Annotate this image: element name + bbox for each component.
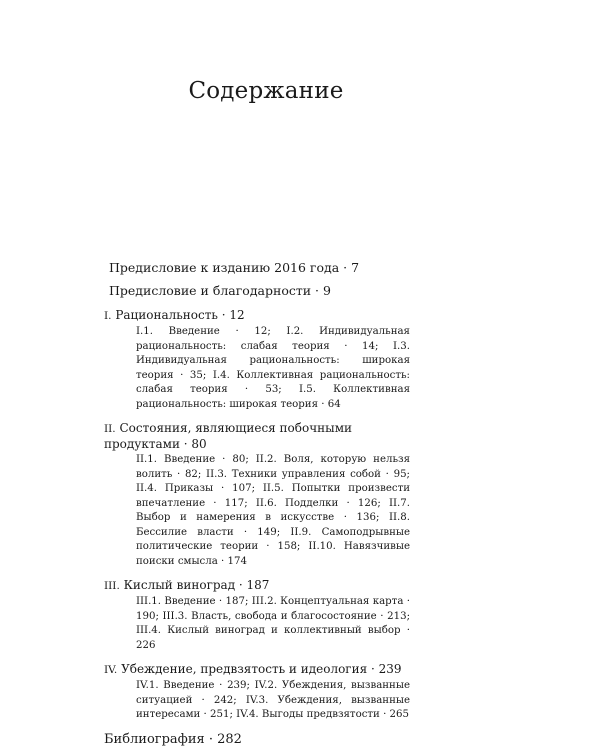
chapter-title: Состояния, являющиеся побочными продуктами · 80: [104, 421, 353, 451]
toc-chapter-1: [104, 308, 410, 412]
toc-chapter-2: [104, 421, 410, 569]
toc-entry-bibliography: Библиография · 282: [104, 731, 242, 747]
chapter-numeral: I.: [104, 310, 112, 322]
chapter-sections: III.1. Введение · 187; III.2. Концептуальная карта · 190; III.3. Власть, свобода и благосостояние · 213; III.4. Кислый виноград и коллективный выбор · 226: [136, 596, 410, 651]
chapter-numeral: IV.: [104, 664, 118, 676]
toc-entry-preface-2016: Предисловие к изданию 2016 года · 7: [109, 260, 360, 275]
toc-entry-preface-acknowledgements: Предисловие и благодарности · 9: [109, 283, 331, 298]
toc-chapter-3: [104, 578, 410, 653]
toc-chapter-4: [104, 662, 410, 723]
chapter-title: Убеждение, предвзятость и идеология · 239: [121, 662, 402, 676]
page-title: Содержание: [188, 78, 344, 104]
chapter-numeral: III.: [104, 580, 120, 592]
table-of-contents: [104, 260, 410, 748]
chapter-sections: I.1. Введение · 12; I.2. Индивидуальная рациональность: слабая теория · 14; I.3. Индивидуальная рациональность: широкая теория · 35; I.4. Коллективная рациональность: слабая теория · 53; I.5. Коллективная рациональность: широкая теория · 64: [136, 326, 410, 410]
chapter-title: Рациональность · 12: [115, 308, 245, 322]
chapter-sections: II.1. Введение · 80; II.2. Воля, которую нельзя волить · 82; II.3. Техники управления собой · 95; II.4. Приказы · 107; II.5. Попытки произвести впечатление · 117; II.6. Подделки · 126; II.7. Выбор и намерения в искусстве · 136; II.8. Бессилие власти · 149; II.9. Самоподрывные политические теории · 158; II.10. Навязчивые поиски смысла · 174: [136, 454, 410, 567]
chapter-numeral: II.: [104, 423, 116, 435]
chapter-title: Кислый виноград · 187: [123, 578, 270, 592]
chapter-sections: IV.1. Введение · 239; IV.2. Убеждения, вызванные ситуацией · 242; IV.3. Убеждения, вызванные интересами · 251; IV.4. Выгоды предвзятости · 265: [136, 680, 410, 720]
